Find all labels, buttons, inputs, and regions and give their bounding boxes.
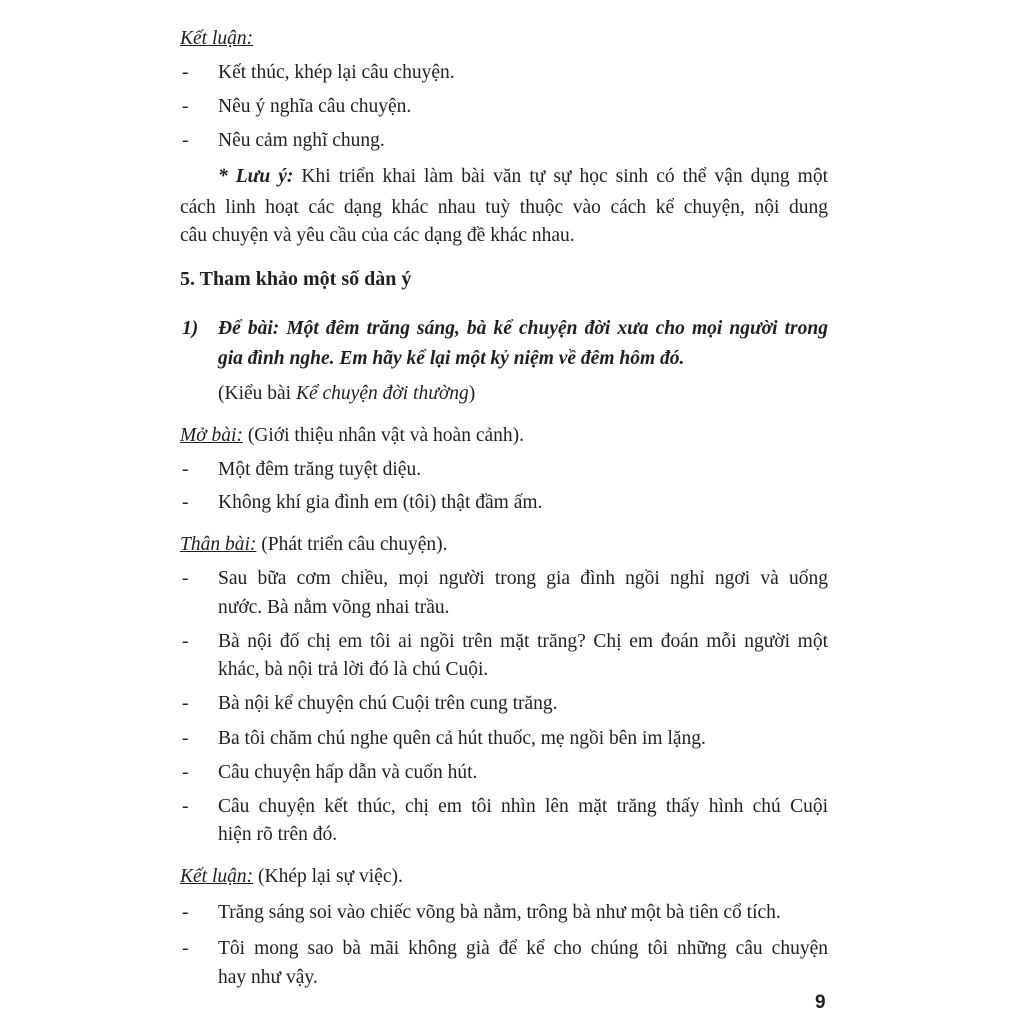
dash: -	[182, 631, 189, 652]
question-number: 1)	[182, 318, 199, 339]
list-item: Câu chuyện hấp dẫn và cuốn hút.	[218, 762, 478, 783]
luu-y-line: cách linh hoạt các dạng khác nhau tuỳ thuộc vào cách kể chuyện, nội dung	[180, 197, 828, 218]
dash: -	[182, 938, 189, 959]
dash: -	[182, 459, 189, 480]
dash: -	[182, 568, 189, 589]
than-bai-heading: Thân bài: (Phát triển câu chuyện).	[180, 534, 448, 555]
list-item-line: nước. Bà nằm võng nhai trầu.	[218, 597, 450, 618]
list-item: Một đêm trăng tuyệt diệu.	[218, 459, 422, 480]
section-heading: 5. Tham khảo một số dàn ý	[180, 268, 412, 290]
dash: -	[182, 492, 189, 513]
list-item: Kết thúc, khép lại câu chuyện.	[218, 62, 455, 83]
luu-y-line: * Lưu ý: Khi triển khai làm bài văn tự sự học sinh có thể vận dụng một	[218, 166, 829, 187]
dash: -	[182, 902, 189, 923]
dash: -	[182, 796, 189, 817]
list-item-line: Câu chuyện kết thúc, chị em tôi nhìn lên mặt trăng thấy hình chú Cuội	[218, 796, 828, 817]
list-item: Không khí gia đình em (tôi) thật đầm ấm.	[218, 492, 543, 513]
mo-bai-heading: Mở bài: (Giới thiệu nhân vật và hoàn cảnh).	[180, 425, 524, 446]
ket-luan-label: Kết luận:	[180, 28, 254, 49]
question-type: (Kiểu bài Kể chuyện đời thường)	[218, 383, 476, 404]
luu-y-line: câu chuyện và yêu cầu của các dạng đề khác nhau.	[180, 225, 575, 246]
dash: -	[182, 62, 189, 83]
list-item: Nêu ý nghĩa câu chuyện.	[218, 96, 412, 117]
list-item-line: hiện rõ trên đó.	[218, 824, 338, 845]
list-item: Trăng sáng soi vào chiếc võng bà nằm, trông bà như một bà tiên cổ tích.	[218, 902, 781, 923]
dash: -	[182, 693, 189, 714]
page-number: 9	[815, 992, 826, 1013]
list-item: Nêu cảm nghĩ chung.	[218, 130, 385, 151]
list-item-line: Bà nội đố chị em tôi ai ngồi trên mặt trăng? Chị em đoán mỗi người một	[218, 631, 828, 652]
dash: -	[182, 762, 189, 783]
list-item: Ba tôi chăm chú nghe quên cả hút thuốc, mẹ ngồi bên im lặng.	[218, 728, 706, 749]
dash: -	[182, 96, 189, 117]
question-line: Để bài: Một đêm trăng sáng, bà kể chuyện đời xưa cho mọi người trong	[218, 318, 828, 339]
dash: -	[182, 728, 189, 749]
question-line: gia đình nghe. Em hãy kể lại một kỷ niệm về đêm hôm đó.	[218, 348, 685, 369]
list-item-line: Sau bữa cơm chiều, mọi người trong gia đình ngồi nghỉ ngơi và uống	[218, 568, 828, 589]
list-item-line: hay như vậy.	[218, 967, 318, 988]
dash: -	[182, 130, 189, 151]
list-item-line: khác, bà nội trả lời đó là chú Cuội.	[218, 659, 489, 680]
ket-luan-heading: Kết luận: (Khép lại sự việc).	[180, 866, 403, 887]
list-item: Bà nội kể chuyện chú Cuội trên cung trăng.	[218, 693, 558, 714]
list-item-line: Tôi mong sao bà mãi không già để kể cho chúng tôi những câu chuyện	[218, 938, 828, 959]
